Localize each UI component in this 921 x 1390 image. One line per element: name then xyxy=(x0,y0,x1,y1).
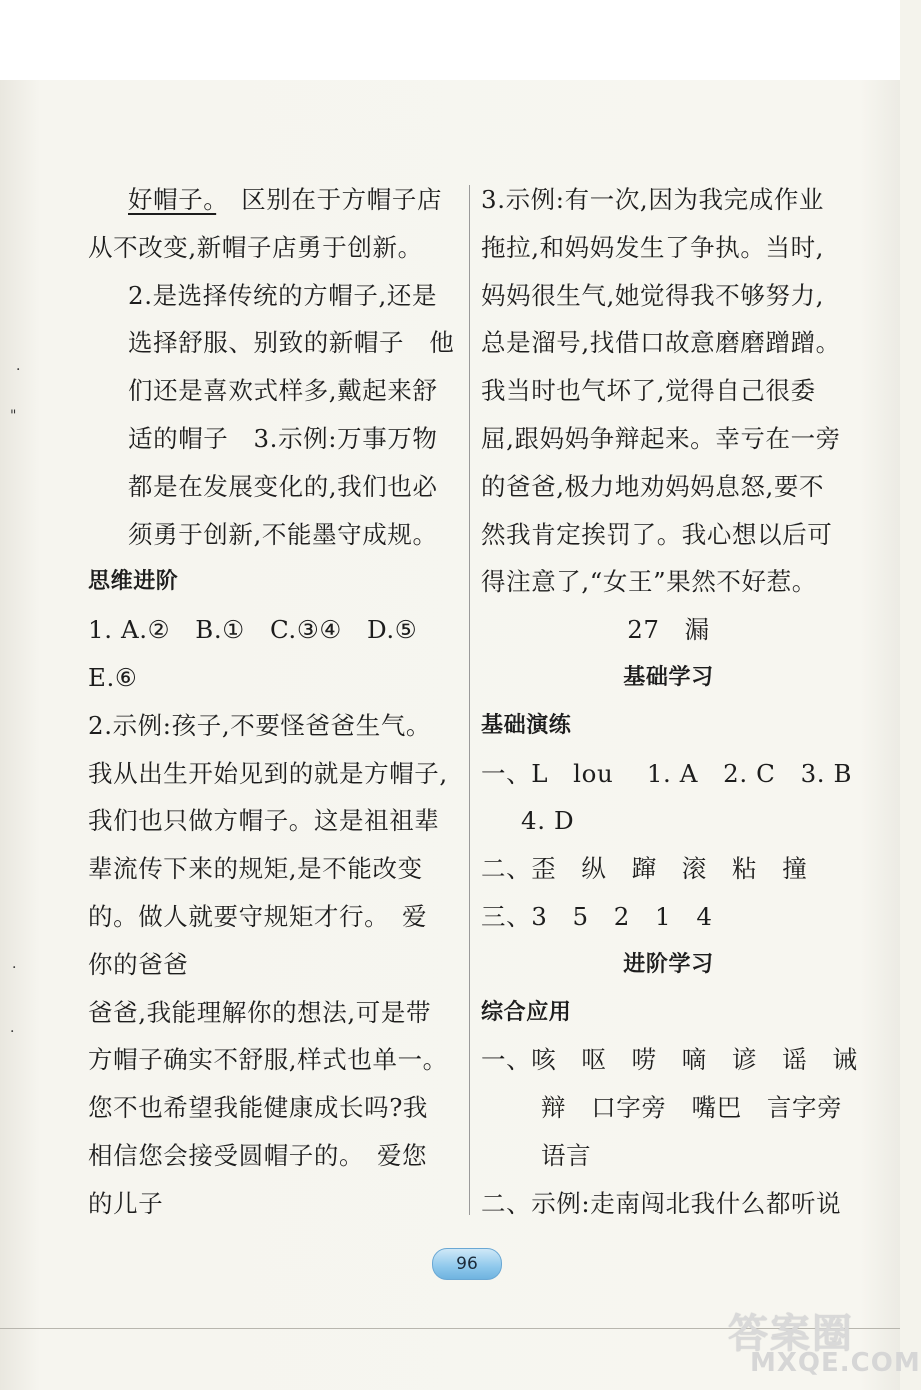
margin-mark: · xyxy=(16,362,21,378)
text-line: 相信您会接受圆帽子的。 爱您 xyxy=(88,1140,428,1170)
column-divider xyxy=(469,185,470,1215)
text-line: 三、3 5 2 1 4 xyxy=(481,901,713,931)
text-line: 拖拉,和妈妈发生了争执。当时, xyxy=(481,232,825,262)
text-line: 好帽子。 区别在于方帽子店 xyxy=(128,185,443,214)
watermark-url: MXQE.COM xyxy=(750,1348,921,1378)
text-line: 们还是喜欢式样多,戴起来舒 xyxy=(128,376,438,406)
section-heading: 基础演练 xyxy=(481,712,572,738)
margin-mark: " xyxy=(10,408,17,424)
right-column xyxy=(481,176,856,1228)
text-line: 的爸爸,极力地劝妈妈息怒,要不 xyxy=(481,471,825,501)
text-line: 适的帽子 3.示例:万事万物 xyxy=(128,423,438,453)
text-line: 1. A.② B.① C.③④ D.⑤ xyxy=(88,615,418,645)
text-line: 我从出生开始见到的就是方帽子, xyxy=(88,758,448,788)
text-line: 3.示例:有一次,因为我完成作业 xyxy=(481,185,825,214)
text-line: 得注意了,“女王”果然不好惹。 xyxy=(481,567,817,597)
margin-mark: · xyxy=(12,960,17,976)
margin-mark: · xyxy=(10,1024,15,1040)
watermark-logo: 答案圈 xyxy=(728,1311,854,1357)
section-heading: 思维进阶 xyxy=(88,569,179,595)
text-line: 二、示例:走南闯北我什么都听说 xyxy=(481,1188,842,1218)
text-line: 您不也希望我能健康成长吗?我 xyxy=(88,1093,429,1123)
text-line: 我们也只做方帽子。这是祖祖辈 xyxy=(88,806,440,836)
text-line: 的儿子 xyxy=(88,1188,164,1218)
text-line: 总是溜号,找借口故意磨磨蹭蹭。 xyxy=(481,328,841,358)
text-line: 都是在发展变化的,我们也必 xyxy=(128,471,438,501)
text-line: 我当时也气坏了,觉得自己很委 xyxy=(481,376,816,406)
text-line: 2.示例:孩子,不要怪爸爸生气。 xyxy=(88,710,432,740)
section-heading: 进阶学习 xyxy=(623,951,714,977)
page-number: 96 xyxy=(432,1248,502,1280)
lesson-title: 27 漏 xyxy=(627,615,710,645)
top-margin xyxy=(0,0,900,80)
section-heading: 综合应用 xyxy=(481,999,572,1025)
section-heading: 基础学习 xyxy=(623,664,714,690)
text-line: 一、咳 呕 唠 嘀 谚 谣 诫 xyxy=(481,1045,858,1075)
text-line: 2.是选择传统的方帽子,还是 xyxy=(128,280,438,310)
left-column xyxy=(88,176,458,1228)
text-line: 屈,跟妈妈争辩起来。幸亏在一旁 xyxy=(481,423,841,453)
text-line: 你的爸爸 xyxy=(88,949,189,979)
text-line: 4. D xyxy=(521,806,575,836)
text-line: 辈流传下来的规矩,是不能改变 xyxy=(88,854,423,884)
text-line: 一、L lou 1. A 2. C 3. B xyxy=(481,758,853,788)
text-line: 爸爸,我能理解你的想法,可是带 xyxy=(88,997,432,1027)
text-line: 的。做人就要守规矩才行。 爱 xyxy=(88,901,428,931)
text-line: 选择舒服、别致的新帽子 他 xyxy=(128,328,455,358)
text-line: 从不改变,新帽子店勇于创新。 xyxy=(88,232,423,262)
text-line: 须勇于创新,不能墨守成规。 xyxy=(128,519,438,549)
text-line: 然我肯定挨罚了。我心想以后可 xyxy=(481,519,833,549)
text-line: E.⑥ xyxy=(88,662,138,692)
text-line: 方帽子确实不舒服,样式也单一。 xyxy=(88,1045,448,1075)
text-line: 妈妈很生气,她觉得我不够努力, xyxy=(481,280,825,310)
text-line: 二、歪 纵 蹿 滚 粘 撞 xyxy=(481,854,808,884)
text-line: 语言 xyxy=(541,1140,592,1170)
text-line: 辩 口字旁 嘴巴 言字旁 xyxy=(541,1093,843,1123)
